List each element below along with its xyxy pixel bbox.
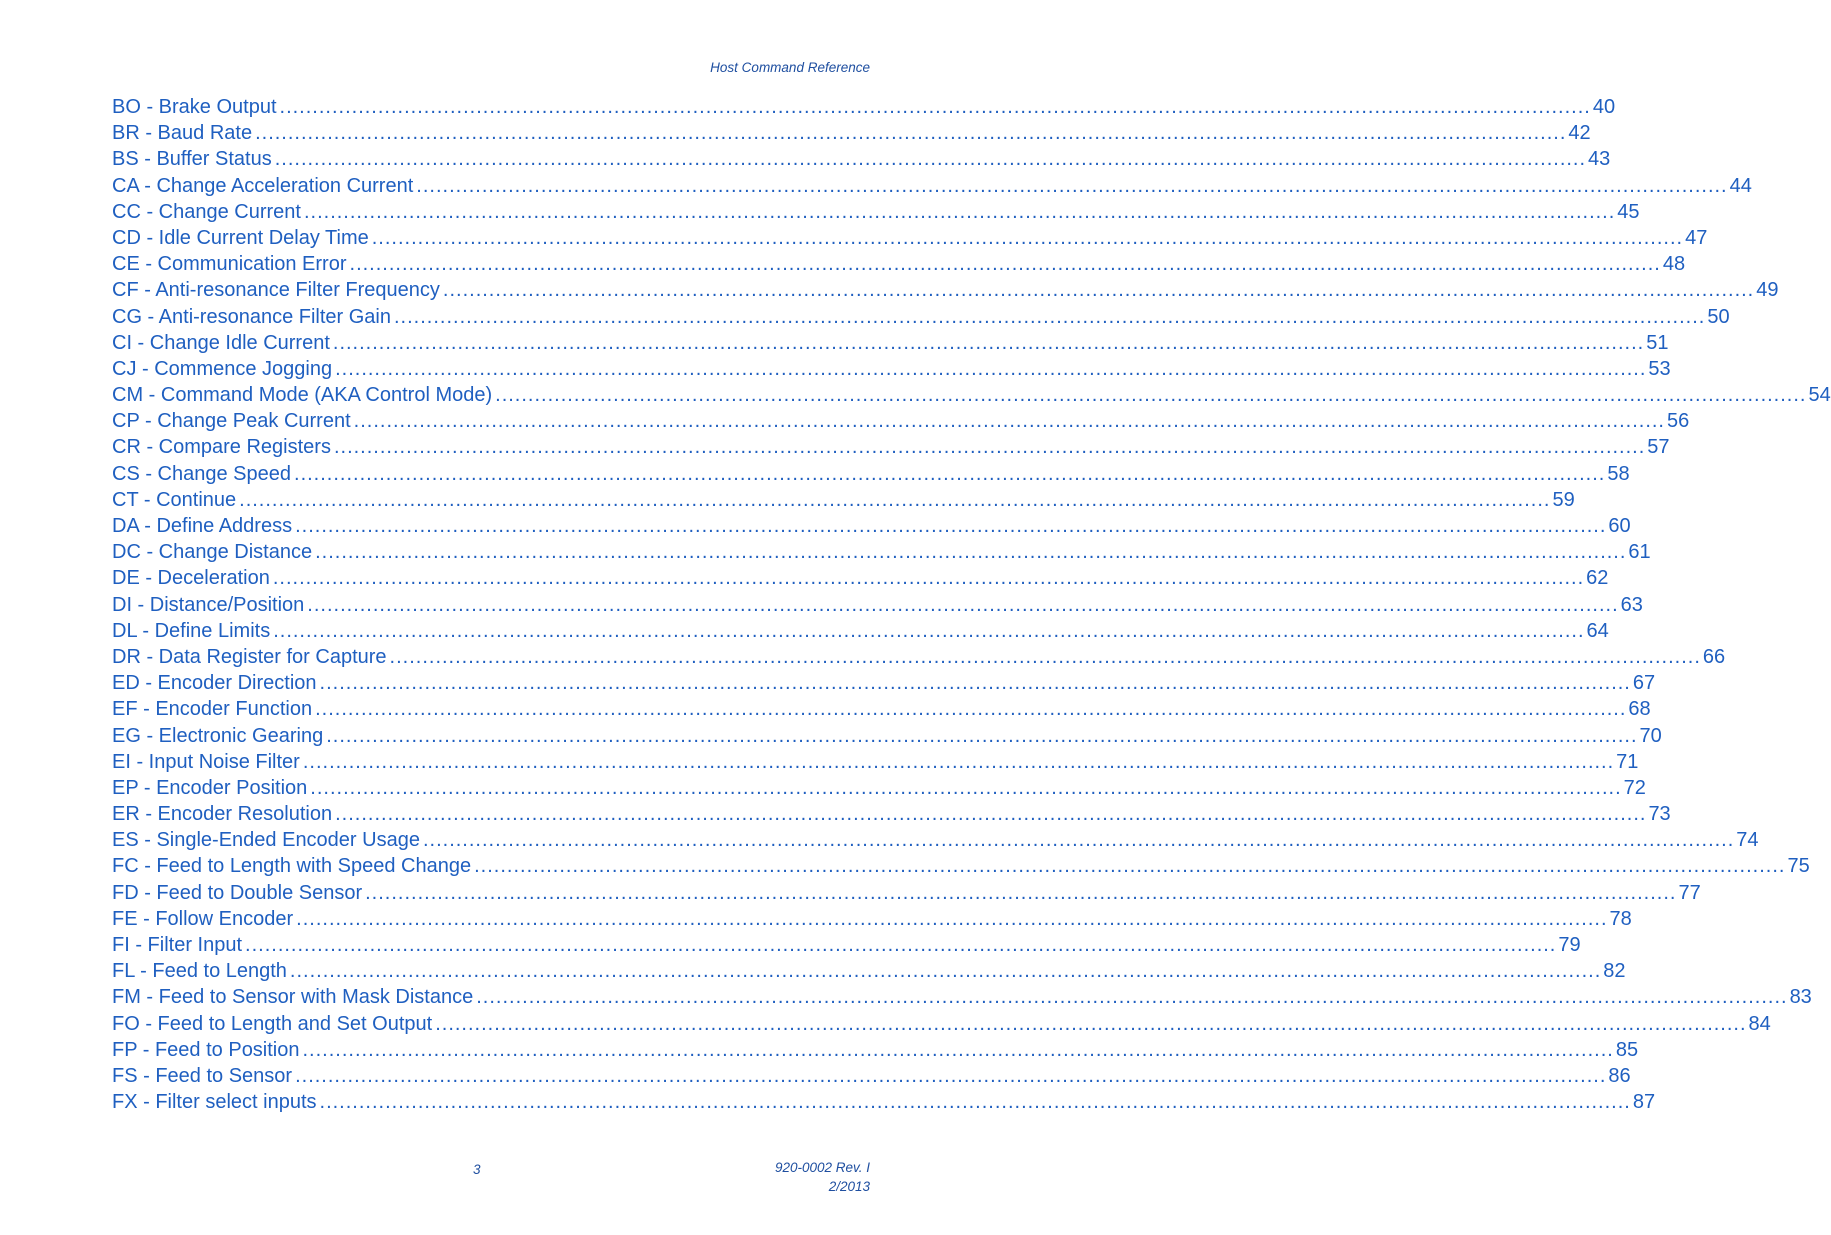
toc-entry-label: EG - Electronic Gearing bbox=[112, 724, 324, 747]
toc-entry[interactable] bbox=[112, 356, 1671, 382]
dot-leader: ........................................................................................................................................................................................................ bbox=[365, 881, 1677, 904]
toc-entry-page: 51 bbox=[1646, 331, 1669, 354]
document-revision bbox=[775, 1158, 870, 1196]
toc-entry-page: 58 bbox=[1607, 462, 1630, 485]
toc-entry[interactable] bbox=[112, 513, 1631, 539]
toc-entry-page: 78 bbox=[1609, 907, 1632, 930]
toc-entry-page: 85 bbox=[1615, 1038, 1639, 1061]
toc-entry-page: 62 bbox=[1586, 567, 1609, 590]
toc-entry-label: BS - Buffer Status bbox=[112, 148, 272, 171]
toc-entry-label: CC - Change Current bbox=[112, 200, 301, 223]
toc-entry[interactable] bbox=[112, 146, 1611, 172]
toc-entry-page: 70 bbox=[1639, 724, 1662, 747]
toc-entry[interactable] bbox=[112, 958, 1626, 984]
toc-entry[interactable] bbox=[112, 1037, 1639, 1063]
toc-entry-label: FP - Feed to Position bbox=[112, 1038, 300, 1061]
toc-entry-label: CP - Change Peak Current bbox=[112, 410, 351, 433]
toc-entry-label: CS - Change Speed bbox=[112, 462, 292, 485]
toc-entry[interactable] bbox=[112, 775, 1646, 801]
toc-entry[interactable] bbox=[112, 382, 1831, 408]
toc-entry-label: CA - Change Acceleration Current bbox=[112, 174, 414, 197]
toc-entry-page: 56 bbox=[1666, 410, 1690, 433]
dot-leader: ........................................................................................................................................................................................................ bbox=[239, 488, 1551, 511]
toc-entry-page: 73 bbox=[1648, 803, 1671, 826]
toc-entry[interactable] bbox=[112, 251, 1686, 277]
toc-entry[interactable] bbox=[112, 330, 1669, 356]
dot-leader: ........................................................................................................................................................................................................ bbox=[422, 829, 1735, 852]
toc-entry-page: 44 bbox=[1729, 174, 1752, 197]
toc-entry-page: 84 bbox=[1748, 1012, 1771, 1035]
toc-entry[interactable] bbox=[112, 932, 1581, 958]
toc-entry[interactable] bbox=[112, 880, 1701, 906]
dot-leader: ........................................................................................................................................................................................................ bbox=[333, 436, 1646, 459]
toc-entry-label: ED - Encoder Direction bbox=[112, 672, 317, 695]
dot-leader: ........................................................................................................................................................................................................ bbox=[315, 698, 1627, 721]
toc-entry[interactable] bbox=[112, 408, 1690, 434]
dot-leader: ........................................................................................................................................................................................................ bbox=[245, 934, 1557, 956]
dot-leader: ........................................................................................................................................................................................................ bbox=[255, 122, 1567, 145]
toc-entry-label: CF - Anti-resonance Filter Frequency bbox=[112, 279, 440, 302]
dot-leader: ........................................................................................................................................................................................................ bbox=[319, 672, 1631, 695]
dot-leader: ........................................................................................................................................................................................................ bbox=[335, 357, 1647, 380]
dot-leader: ........................................................................................................................................................................................................ bbox=[353, 410, 1665, 433]
dot-leader: ........................................................................................................................................................................................................ bbox=[303, 200, 1616, 223]
dot-leader: ........................................................................................................................................................................................................ bbox=[294, 462, 1606, 485]
toc-entry-label: FO - Feed to Length and Set Output bbox=[112, 1012, 433, 1035]
toc-entry-label: DR - Data Register for Capture bbox=[112, 645, 387, 668]
dot-leader: ........................................................................................................................................................................................................ bbox=[495, 384, 1807, 407]
toc-entry[interactable] bbox=[112, 1089, 1656, 1115]
toc-entry-page: 71 bbox=[1616, 750, 1639, 773]
toc-entry-page: 86 bbox=[1608, 1064, 1631, 1087]
toc-entry-label: FS - Feed to Sensor bbox=[112, 1064, 293, 1087]
dot-leader: ........................................................................................................................................................................................................ bbox=[319, 1091, 1631, 1114]
dot-leader: ........................................................................................................................................................................................................ bbox=[394, 305, 1706, 328]
toc-entry[interactable] bbox=[112, 225, 1708, 251]
toc-entry[interactable] bbox=[112, 723, 1662, 749]
toc-entry[interactable] bbox=[112, 304, 1730, 330]
toc-entry-label: CJ - Commence Jogging bbox=[112, 357, 333, 380]
dot-leader: ........................................................................................................................................................................................................ bbox=[326, 724, 1638, 747]
toc-entry-page: 60 bbox=[1608, 515, 1631, 537]
toc-entry[interactable] bbox=[112, 906, 1632, 932]
toc-entry[interactable] bbox=[112, 670, 1656, 696]
toc-entry[interactable] bbox=[112, 539, 1651, 565]
toc-entry-page: 50 bbox=[1707, 305, 1730, 328]
toc-entry-label: FX - Filter select inputs bbox=[112, 1091, 317, 1114]
dot-leader: ........................................................................................................................................................................................................ bbox=[476, 986, 1788, 1009]
dot-leader: ........................................................................................................................................................................................................ bbox=[315, 541, 1627, 564]
toc-entry-page: 45 bbox=[1617, 200, 1640, 223]
toc-entry[interactable] bbox=[112, 120, 1591, 146]
toc-entry[interactable] bbox=[112, 644, 1726, 670]
toc-entry-page: 63 bbox=[1620, 593, 1643, 616]
toc-entry-page: 40 bbox=[1592, 96, 1616, 118]
toc-entry[interactable] bbox=[112, 487, 1575, 513]
dot-leader: ........................................................................................................................................................................................................ bbox=[274, 148, 1587, 171]
toc-entry-page: 61 bbox=[1628, 541, 1651, 564]
toc-entry[interactable] bbox=[112, 94, 1616, 120]
toc-entry-label: DC - Change Distance bbox=[112, 541, 313, 564]
toc-entry[interactable] bbox=[112, 749, 1639, 775]
toc-entry-page: 49 bbox=[1756, 279, 1779, 302]
dot-leader: ........................................................................................................................................................................................................ bbox=[295, 1064, 1607, 1087]
toc-entry-page: 68 bbox=[1628, 698, 1651, 721]
toc-entry-page: 74 bbox=[1736, 829, 1759, 852]
doc-date: 2/2013 bbox=[828, 1179, 870, 1194]
toc-entry[interactable] bbox=[112, 696, 1651, 722]
dot-leader: ........................................................................................................................................................................................................ bbox=[389, 645, 1701, 668]
toc-entry-label: CI - Change Idle Current bbox=[112, 331, 330, 354]
toc-entry-label: FE - Follow Encoder bbox=[112, 907, 294, 930]
dot-leader: ........................................................................................................................................................................................................ bbox=[289, 960, 1602, 983]
dot-leader: ........................................................................................................................................................................................................ bbox=[349, 253, 1661, 276]
toc-entry-label: DA - Define Address bbox=[112, 515, 293, 537]
dot-leader: ........................................................................................................................................................................................................ bbox=[279, 96, 1591, 118]
toc-entry-page: 75 bbox=[1787, 855, 1810, 878]
toc-entry-label: EI - Input Noise Filter bbox=[112, 750, 300, 773]
dot-leader: ........................................................................................................................................................................................................ bbox=[272, 567, 1585, 590]
toc-entry-page: 79 bbox=[1558, 934, 1581, 956]
toc-entry-label: EP - Encoder Position bbox=[112, 776, 308, 799]
toc-entry-label: CM - Command Mode (AKA Control Mode) bbox=[112, 384, 493, 407]
toc-entry-page: 82 bbox=[1603, 960, 1626, 983]
toc-entry-page: 66 bbox=[1702, 645, 1726, 668]
toc-entry-label: ER - Encoder Resolution bbox=[112, 803, 333, 826]
toc-entry[interactable] bbox=[112, 827, 1759, 853]
toc-entry-label: CE - Communication Error bbox=[112, 253, 347, 276]
toc-entry[interactable] bbox=[112, 853, 1810, 879]
toc-entry-page: 42 bbox=[1568, 122, 1591, 145]
dot-leader: ........................................................................................................................................................................................................ bbox=[296, 907, 1608, 930]
page-number: 3 bbox=[473, 1162, 481, 1177]
toc-entry-page: 54 bbox=[1808, 384, 1831, 407]
dot-leader: ........................................................................................................................................................................................................ bbox=[335, 803, 1647, 826]
toc-entry-page: 77 bbox=[1678, 881, 1701, 904]
dot-leader: ........................................................................................................................................................................................................ bbox=[310, 776, 1622, 799]
toc-entry-label: EF - Encoder Function bbox=[112, 698, 313, 721]
toc-entry-page: 43 bbox=[1588, 148, 1611, 171]
toc-entry[interactable] bbox=[112, 984, 1812, 1010]
toc-entry[interactable] bbox=[112, 1063, 1631, 1089]
toc-entry-page: 48 bbox=[1662, 253, 1686, 276]
toc-entry-label: ES - Single-Ended Encoder Usage bbox=[112, 829, 420, 852]
dot-leader: ........................................................................................................................................................................................................ bbox=[302, 1038, 1614, 1061]
toc-entry-label: FM - Feed to Sensor with Mask Distance bbox=[112, 986, 474, 1009]
toc-entry[interactable] bbox=[112, 592, 1643, 618]
toc-entry-label: BR - Baud Rate bbox=[112, 122, 253, 145]
toc-entry-label: FD - Feed to Double Sensor bbox=[112, 881, 363, 904]
toc-entry-page: 87 bbox=[1632, 1091, 1656, 1114]
dot-leader: ........................................................................................................................................................................................................ bbox=[474, 855, 1786, 878]
toc-entry-page: 53 bbox=[1648, 357, 1671, 380]
table-of-contents bbox=[112, 94, 1831, 1115]
dot-leader: ........................................................................................................................................................................................................ bbox=[442, 279, 1755, 302]
toc-entry-label: CR - Compare Registers bbox=[112, 436, 331, 459]
toc-entry[interactable] bbox=[112, 565, 1609, 591]
dot-leader: ........................................................................................................................................................................................................ bbox=[295, 515, 1607, 537]
toc-entry[interactable] bbox=[112, 618, 1609, 644]
toc-entry-label: FI - Filter Input bbox=[112, 934, 243, 956]
toc-entry-page: 59 bbox=[1552, 488, 1575, 511]
toc-entry-label: CG - Anti-resonance Filter Gain bbox=[112, 305, 391, 328]
toc-entry-page: 72 bbox=[1623, 776, 1646, 799]
dot-leader: ........................................................................................................................................................................................................ bbox=[307, 593, 1619, 616]
toc-entry-label: FC - Feed to Length with Speed Change bbox=[112, 855, 472, 878]
toc-entry[interactable] bbox=[112, 277, 1779, 303]
toc-entry-label: DE - Deceleration bbox=[112, 567, 270, 590]
toc-entry-label: DL - Define Limits bbox=[112, 619, 271, 642]
toc-entry-page: 67 bbox=[1632, 672, 1656, 695]
toc-entry-label: BO - Brake Output bbox=[112, 96, 277, 118]
toc-entry[interactable] bbox=[112, 1011, 1771, 1037]
dot-leader: ........................................................................................................................................................................................................ bbox=[435, 1012, 1747, 1035]
dot-leader: ........................................................................................................................................................................................................ bbox=[273, 619, 1585, 642]
toc-entry-page: 57 bbox=[1647, 436, 1670, 459]
toc-entry[interactable] bbox=[112, 801, 1671, 827]
toc-entry[interactable] bbox=[112, 461, 1630, 487]
toc-entry-label: CD - Idle Current Delay Time bbox=[112, 226, 369, 249]
dot-leader: ........................................................................................................................................................................................................ bbox=[302, 750, 1615, 773]
toc-entry-page: 64 bbox=[1586, 619, 1609, 642]
toc-entry-label: DI - Distance/Position bbox=[112, 593, 305, 616]
doc-number: 920-0002 Rev. I bbox=[774, 1160, 870, 1175]
dot-leader: ........................................................................................................................................................................................................ bbox=[416, 174, 1728, 197]
toc-entry-label: FL - Feed to Length bbox=[112, 960, 287, 983]
toc-entry-label: CT - Continue bbox=[112, 488, 237, 511]
toc-entry[interactable] bbox=[112, 434, 1670, 460]
toc-entry[interactable] bbox=[112, 199, 1640, 225]
dot-leader: ........................................................................................................................................................................................................ bbox=[332, 331, 1645, 354]
running-header: Host Command Reference bbox=[710, 60, 870, 75]
toc-entry-page: 83 bbox=[1789, 986, 1812, 1009]
dot-leader: ........................................................................................................................................................................................................ bbox=[371, 226, 1684, 249]
toc-entry[interactable] bbox=[112, 173, 1752, 199]
toc-entry-page: 47 bbox=[1685, 226, 1708, 249]
